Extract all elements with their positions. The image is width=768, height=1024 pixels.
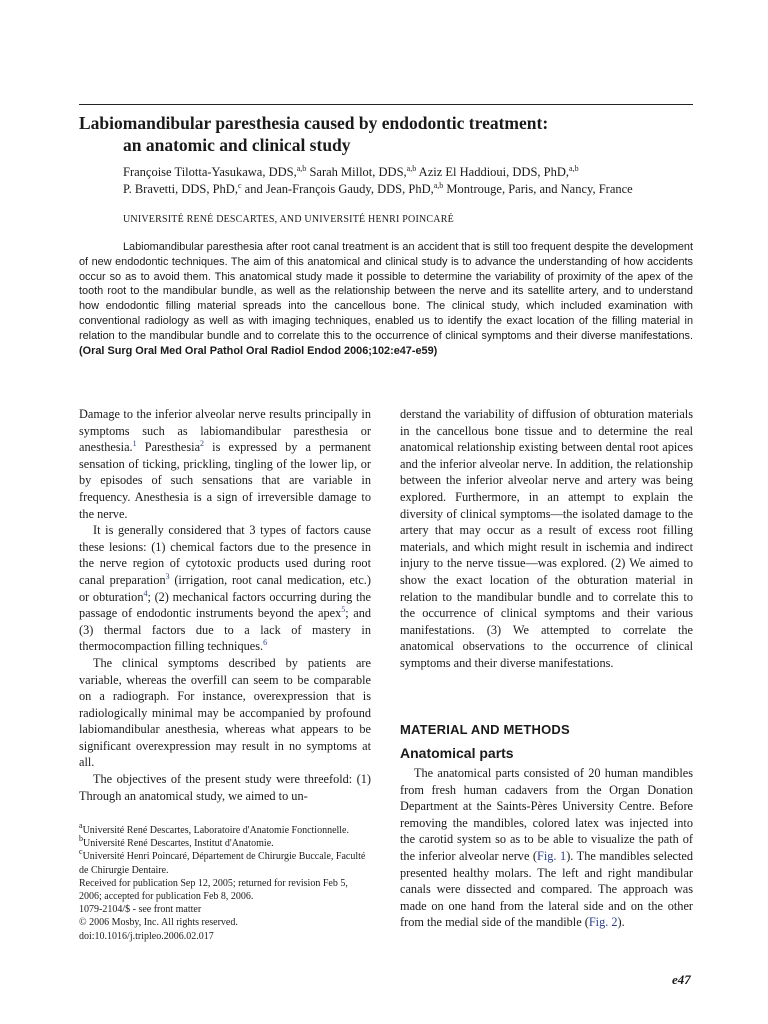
footnote-marker: c — [79, 847, 83, 857]
abstract — [79, 240, 693, 358]
received-dates: Received for publication Sep 12, 2005; returned for revision Feb 5, 2006; accepted for publication Feb 8, 2006. — [79, 877, 348, 903]
title-line-1: Labiomandibular paresthesia caused by endodontic treatment: — [79, 113, 549, 133]
title-line-2: an anatomic and clinical study — [123, 135, 351, 155]
doi[interactable]: doi:10.1016/j.tripleo.2006.02.017 — [79, 930, 214, 942]
body-paragraph: The clinical symptoms described by patients are variable, whereas the overfill can seem to be comparable on a radiograph. For instance, overexpression that is radiologically minimal may be accompanied by profound labiomandibular anesthesia, whereas what appears to be significant overexpression may result in no symptoms at all. — [79, 655, 371, 770]
footnote-b — [79, 834, 371, 850]
abstract-paragraph — [79, 240, 693, 358]
author-3-affil: a,b — [569, 164, 579, 173]
figure-1-link[interactable]: Fig. 1 — [537, 848, 567, 863]
footnote-text: Université René Descartes, Institut d'Anatomie. — [83, 838, 274, 850]
right-column-lower — [400, 765, 693, 931]
text-run: ; (2) mechanical factors occurring during the passage of endodontic instruments beyond the apex — [79, 589, 371, 621]
author-4-affil: c — [237, 181, 242, 190]
body-paragraph — [79, 406, 371, 522]
text-run: is expressed by a permanent sensation of ticking, prickling, tingling of the lower lip, or by episodes of such sensations that are variable in frequency. Anesthesia is a sign of irreversible damage to the nerve. — [79, 440, 371, 521]
author-1-affil: a,b — [296, 164, 307, 173]
right-column — [400, 406, 693, 672]
text-run: ). The mandibles selected presented healthy molars. The left and right mandibular canals were dissected and compared. The approach was made on one hand from the lateral side and on the other from the medial side of the mandible ( — [400, 848, 694, 930]
header-rule — [79, 104, 693, 105]
article-title — [79, 112, 699, 156]
author-3: Aziz El Haddioui, DDS, PhD, — [416, 165, 570, 179]
abstract-text: Labiomandibular paresthesia after root canal treatment is an accident that is still too frequent despite the development of new endodontic techniques. The aim of this anatomical and clinical study is to advance the understanding of how accidents occur so as to avoid them. This anatomical study made it possible to determine the variability of proximity of the apex of the tooth root to the mandibular bundle, as well as the relationship between the nerve and its satellite artery, and to understand how endodontic filling material spreads into the cancellous bone. The clinical study, which included examination with conventional radiology as well as with imaging techniques, enabled us to identify the exact location of the filling material in relation to the mandibular bundle and to correlate this to the occurrence of clinical symptoms and their diverse manifestations. — [79, 241, 693, 342]
author-4: P. Bravetti, DDS, PhD, — [123, 182, 238, 196]
body-paragraph: The objectives of the present study were threefold: (1) Through an anatomical study, we aimed to un- — [79, 772, 371, 803]
author-list — [123, 164, 683, 198]
subsection-heading: Anatomical parts — [400, 745, 514, 761]
body-paragraph — [400, 765, 693, 931]
journal-citation: (Oral Surg Oral Med Oral Pathol Oral Radiol Endod 2006;102:e47-e59) — [79, 344, 438, 357]
reference-link[interactable]: 2 — [200, 439, 205, 449]
footnote-c — [79, 847, 371, 876]
author-5: and Jean-François Gaudy, DDS, PhD, — [241, 182, 434, 196]
left-column — [79, 406, 371, 804]
footnote-marker: a — [79, 821, 83, 830]
page-number: e47 — [672, 972, 691, 987]
author-5-affil: a,b — [433, 181, 444, 190]
author-location: Montrouge, Paris, and Nancy, France — [443, 182, 633, 196]
text-run: Damage to the inferior alveolar nerve results principally in symptoms such as labiomandibular paresthesia or anesthesia. — [79, 407, 371, 455]
footnote-text: Université René Descartes, Laboratoire d'Anatomie Fonctionnelle. — [82, 825, 349, 836]
text-run: ). — [617, 915, 625, 930]
author-2-affil: a,b — [406, 164, 417, 173]
section-heading: MATERIAL AND METHODS — [400, 722, 570, 737]
footnote-text: Université Henri Poincaré, Département de Chirurgie Buccale, Faculté de Chirurgie Dentaire. — [79, 851, 366, 876]
figure-2-link[interactable]: Fig. 2 — [588, 915, 618, 930]
footnote-marker: b — [79, 834, 83, 844]
body-paragraph — [79, 522, 371, 655]
footnotes — [79, 821, 371, 943]
text-run: The anatomical parts consisted of 20 human mandibles from fresh human cadavers from the Organ Donation Department at the Saints-Pères University Centre. Before removing the mandibles, colored latex was injected into the carotid system so as to be able to visualize the path of the inferior alveolar nerve ( — [400, 766, 693, 863]
institution-line: UNIVERSITÉ RENÉ DESCARTES, AND UNIVERSITÉ HENRI POINCARÉ — [123, 214, 454, 225]
reference-link[interactable]: 1 — [132, 439, 137, 449]
text-run: ; and (3) thermal factors due to a lack of mastery in thermocompaction filling techniques. — [79, 606, 372, 654]
text-run: Paresthesia — [136, 440, 201, 455]
reference-link[interactable]: 4 — [143, 588, 148, 598]
text-run: (irrigation, root canal medication, etc.) or obturation — [79, 572, 371, 604]
author-1: Françoise Tilotta-Yasukawa, DDS, — [123, 165, 297, 179]
body-paragraph: derstand the variability of diffusion of obturation materials in the cancellous bone tissue and to determine the real anatomical relationship existing between dental root apices and the inferior alveolar nerve. In addition, the relationship between the inferior alveolar nerve and artery was being explored. Furthermore, in an attempt to explain the diversity of clinical symptoms—the isolated damage to the artery that may occur as a result of excess root filling materials, and which might result in ischemia and indirect injury to the nerve tissue—was explored. (2) We aimed to show the exact location of the obturation material in relation to the mandibular bundle and to correlate this to the occurrence of clinical symptoms and their various manifestations. (3) We attempted to correlate the anatomical observations to the occurrence of clinical symptoms and their diverse manifestations. — [400, 407, 693, 670]
reference-link[interactable]: 3 — [165, 571, 170, 581]
footnote-a — [79, 821, 371, 837]
author-2: Sarah Millot, DDS, — [306, 165, 407, 179]
copyright: © 2006 Mosby, Inc. All rights reserved. — [79, 917, 238, 929]
reference-link[interactable]: 6 — [263, 638, 268, 648]
text-run: It is generally considered that 3 types of factors cause these lesions: (1) chemical factors due to the presence in the nerve region of cytotoxic products used during root canal preparation — [79, 523, 371, 587]
reference-link[interactable]: 5 — [341, 605, 346, 615]
issn: 1079-2104/$ - see front matter — [79, 904, 202, 916]
